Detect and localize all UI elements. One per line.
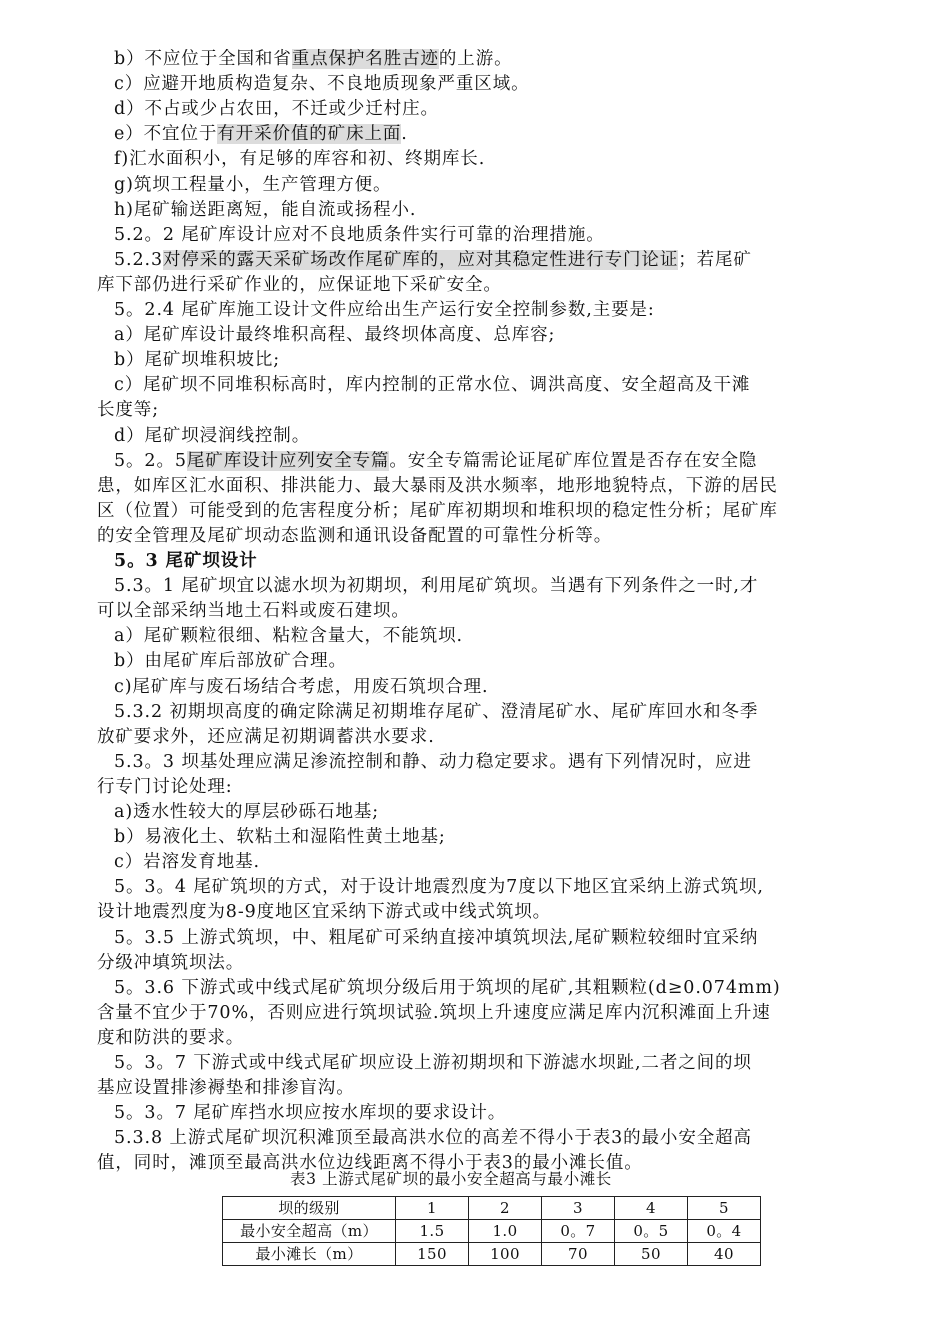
text-span: d）尾矿坝浸润线控制。: [114, 425, 311, 446]
section-heading: [114, 549, 258, 574]
text-span: 5。3。4 尾矿筑坝的方式，对于设计地震烈度为7度以下地区宜采纳上游式筑坝,: [114, 877, 764, 898]
text-span: 度和防洪的要求。: [97, 1027, 245, 1048]
text-line: [114, 875, 764, 900]
text-span: 5.3。3 坝基处理应满足渗流控制和静、动力稳定要求。遇有下列情况时，应进: [114, 751, 752, 772]
table-cell: 70: [542, 1243, 615, 1266]
text-line: [114, 850, 260, 875]
text-line: [114, 800, 379, 825]
text-span: 5。3.5 上游式筑坝，中、粗尾矿可采纳直接冲填筑坝法,尾矿颗粒较细时宜采纳: [114, 927, 759, 948]
text-line: [114, 298, 655, 323]
text-line: [114, 147, 485, 172]
safety-table: [222, 1196, 761, 1266]
text-line: [114, 624, 463, 649]
text-line: [114, 574, 758, 599]
text-line: [114, 72, 530, 97]
table-cell: 0。4: [688, 1220, 761, 1243]
text-line: [97, 725, 435, 750]
text-line: [97, 499, 778, 524]
text-line: [114, 675, 489, 700]
text-line: [97, 524, 612, 549]
table-caption: 表3 上游式尾矿坝的最小安全超高与最小滩长: [290, 1170, 612, 1188]
text-line: [114, 97, 439, 122]
text-line: [114, 373, 750, 398]
text-span: 放矿要求外，还应满足初期调蓄洪水要求.: [97, 726, 435, 747]
table-cell: 100: [469, 1243, 542, 1266]
text-span: 可以全部采纳当地土石料或废石建坝。: [97, 601, 410, 622]
text-span: .: [401, 124, 408, 145]
table-cell: 1.0: [469, 1220, 542, 1243]
text-span: 设计地震烈度为8-9度地区宜采纳下游式或中线式筑坝。: [97, 902, 552, 923]
table-header-cell: 3: [542, 1197, 615, 1220]
text-line: [97, 1001, 771, 1026]
text-line: [114, 173, 391, 198]
text-line: [97, 474, 778, 499]
text-span: d）不占或少占农田，不迁或少迁村庄。: [114, 99, 439, 120]
text-span: 分级冲填筑坝法。: [97, 952, 245, 973]
text-line: [97, 1076, 355, 1101]
text-line: [114, 198, 416, 223]
text-line: [114, 825, 446, 850]
text-line: [114, 323, 555, 348]
table-cell: 150: [396, 1243, 469, 1266]
text-line: [114, 248, 752, 273]
text-span: 5.2。2 尾矿库设计应对不良地质条件实行可靠的治理措施。: [114, 224, 605, 245]
text-span: c)尾矿库与废石场结合考虑，用废石筑坝合理.: [114, 676, 489, 697]
text-line: [114, 449, 757, 474]
text-span: 行专门讨论处理:: [97, 776, 233, 797]
text-span: 5。3。7 下游式或中线式尾矿坝应设上游初期坝和下游滤水坝趾,二者之间的坝: [114, 1053, 752, 1073]
text-span: 基应设置排渗褥垫和排渗盲沟。: [97, 1078, 355, 1099]
highlighted-text: 重点保护名胜古迹: [291, 49, 439, 69]
text-span: b）易液化土、软粘土和湿陷性黄土地基;: [114, 827, 446, 848]
table-cell: 50: [615, 1243, 688, 1266]
table-row: [223, 1220, 761, 1243]
table-header-cell: 坝的级别: [223, 1197, 396, 1220]
text-span: 的上游。: [438, 49, 513, 69]
table-cell: 最小滩长（m）: [223, 1243, 396, 1266]
text-span: 区（位置）可能受到的危害程度分析；尾矿库初期坝和堆积坝的稳定性分析；尾矿库: [97, 500, 778, 521]
text-line: [97, 273, 502, 298]
text-line: [97, 900, 551, 925]
text-span: 5.2.3: [114, 249, 164, 270]
table-header-row: [223, 1197, 761, 1220]
table-cell: 0。5: [615, 1220, 688, 1243]
text-line: [114, 1101, 506, 1126]
text-line: [114, 47, 513, 72]
table-row: [223, 1243, 761, 1266]
table-header-cell: 5: [688, 1197, 761, 1220]
text-span: 5。3.6 下游式或中线式尾矿筑坝分级后用于筑坝的尾矿,其粗颗粒(d≥0.074mm): [114, 977, 781, 998]
text-line: [97, 599, 410, 624]
text-span: ；若尾矿: [678, 249, 752, 270]
text-span: 含量不宜少于70%，否则应进行筑坝试验.筑坝上升速度应满足库内沉积滩面上升速: [97, 1002, 771, 1023]
highlighted-text: 对停采的露天采矿场改作尾矿库的，应对其稳定性进行专门论证: [163, 249, 679, 270]
text-span: 长度等;: [97, 400, 159, 421]
highlighted-text: 尾矿库设计应列安全专篇: [186, 450, 390, 471]
text-span: 5。3。7 尾矿库挡水坝应按水库坝的要求设计。: [114, 1103, 507, 1124]
text-span: a）尾矿库设计最终堆积高程、最终坝体高度、总库容;: [114, 325, 556, 346]
table-cell: 0。7: [542, 1220, 615, 1243]
text-span: 5.3.2 初期坝高度的确定除满足初期堆存尾矿、澄清尾矿水、尾矿库回水和冬季: [114, 701, 759, 722]
text-span: h)尾矿输送距离短，能自流或扬程小.: [114, 199, 417, 220]
text-line: [97, 775, 233, 800]
text-span: 5。2.4 尾矿库施工设计文件应给出生产运行安全控制参数,主要是:: [114, 300, 655, 320]
text-span: c）岩溶发育地基.: [114, 852, 260, 873]
text-line: [97, 1026, 244, 1051]
text-span: c）应避开地质构造复杂、不良地质现象严重区域。: [114, 74, 530, 95]
text-line: [114, 976, 781, 1001]
text-line: [114, 750, 752, 775]
text-line: [114, 1126, 752, 1151]
text-span: 5.3.8 上游式尾矿坝沉积滩顶至最高洪水位的高差不得小于表3的最小安全超高: [114, 1128, 752, 1149]
table-header-cell: 1: [396, 1197, 469, 1220]
text-span: 5。3 尾矿坝设计: [114, 551, 258, 571]
text-span: e）不宜位于: [114, 124, 218, 145]
table-header-cell: 2: [469, 1197, 542, 1220]
text-line: [114, 649, 347, 674]
text-span: 值，同时，滩顶至最高洪水位边线距离不得小于表3的最小滩长值。: [97, 1153, 643, 1174]
text-line: [114, 926, 758, 951]
table-header-cell: 4: [615, 1197, 688, 1220]
text-line: [97, 398, 159, 423]
text-span: 患，如库区汇水面积、排洪能力、最大暴雨及洪水频率，地形地貌特点，下游的居民: [97, 475, 778, 496]
text-span: 的安全管理及尾矿坝动态监测和通讯设备配置的可靠性分析等。: [97, 525, 613, 546]
text-span: c）尾矿坝不同堆积标高时，库内控制的正常水位、调洪高度、安全超高及干滩: [114, 375, 751, 396]
text-span: g)筑坝工程量小，生产管理方便。: [114, 174, 392, 195]
table-cell: 最小安全超高（m）: [223, 1220, 396, 1243]
text-line: [114, 122, 408, 147]
text-line: [114, 1051, 752, 1076]
text-span: a)透水性较大的厚层砂砾石地基;: [114, 802, 380, 822]
text-line: [114, 424, 310, 449]
text-span: b）由尾矿库后部放矿合理。: [114, 651, 347, 672]
text-span: f)汇水面积小，有足够的库容和初、终期库长.: [114, 149, 486, 170]
text-line: [114, 348, 280, 373]
text-span: a）尾矿颗粒很细、粘粒含量大，不能筑坝.: [114, 626, 463, 647]
table-cell: 40: [688, 1243, 761, 1266]
text-span: 5。2。5: [114, 450, 187, 471]
text-line: [114, 700, 758, 725]
table-cell: 1.5: [396, 1220, 469, 1243]
text-span: 5.3。1 尾矿坝宜以滤水坝为初期坝，利用尾矿筑坝。当遇有下列条件之一时,才: [114, 576, 759, 597]
text-span: b）不应位于全国和省: [114, 49, 292, 69]
highlighted-text: 有开采价值的矿床上面: [217, 124, 402, 145]
text-span: 。安全专篇需论证尾矿库位置是否存在安全隐: [389, 450, 758, 471]
text-span: 库下部仍进行采矿作业的，应保证地下采矿安全。: [97, 274, 502, 295]
text-line: [114, 223, 605, 248]
text-span: b）尾矿坝堆积坡比;: [114, 350, 281, 371]
text-line: [97, 951, 244, 976]
